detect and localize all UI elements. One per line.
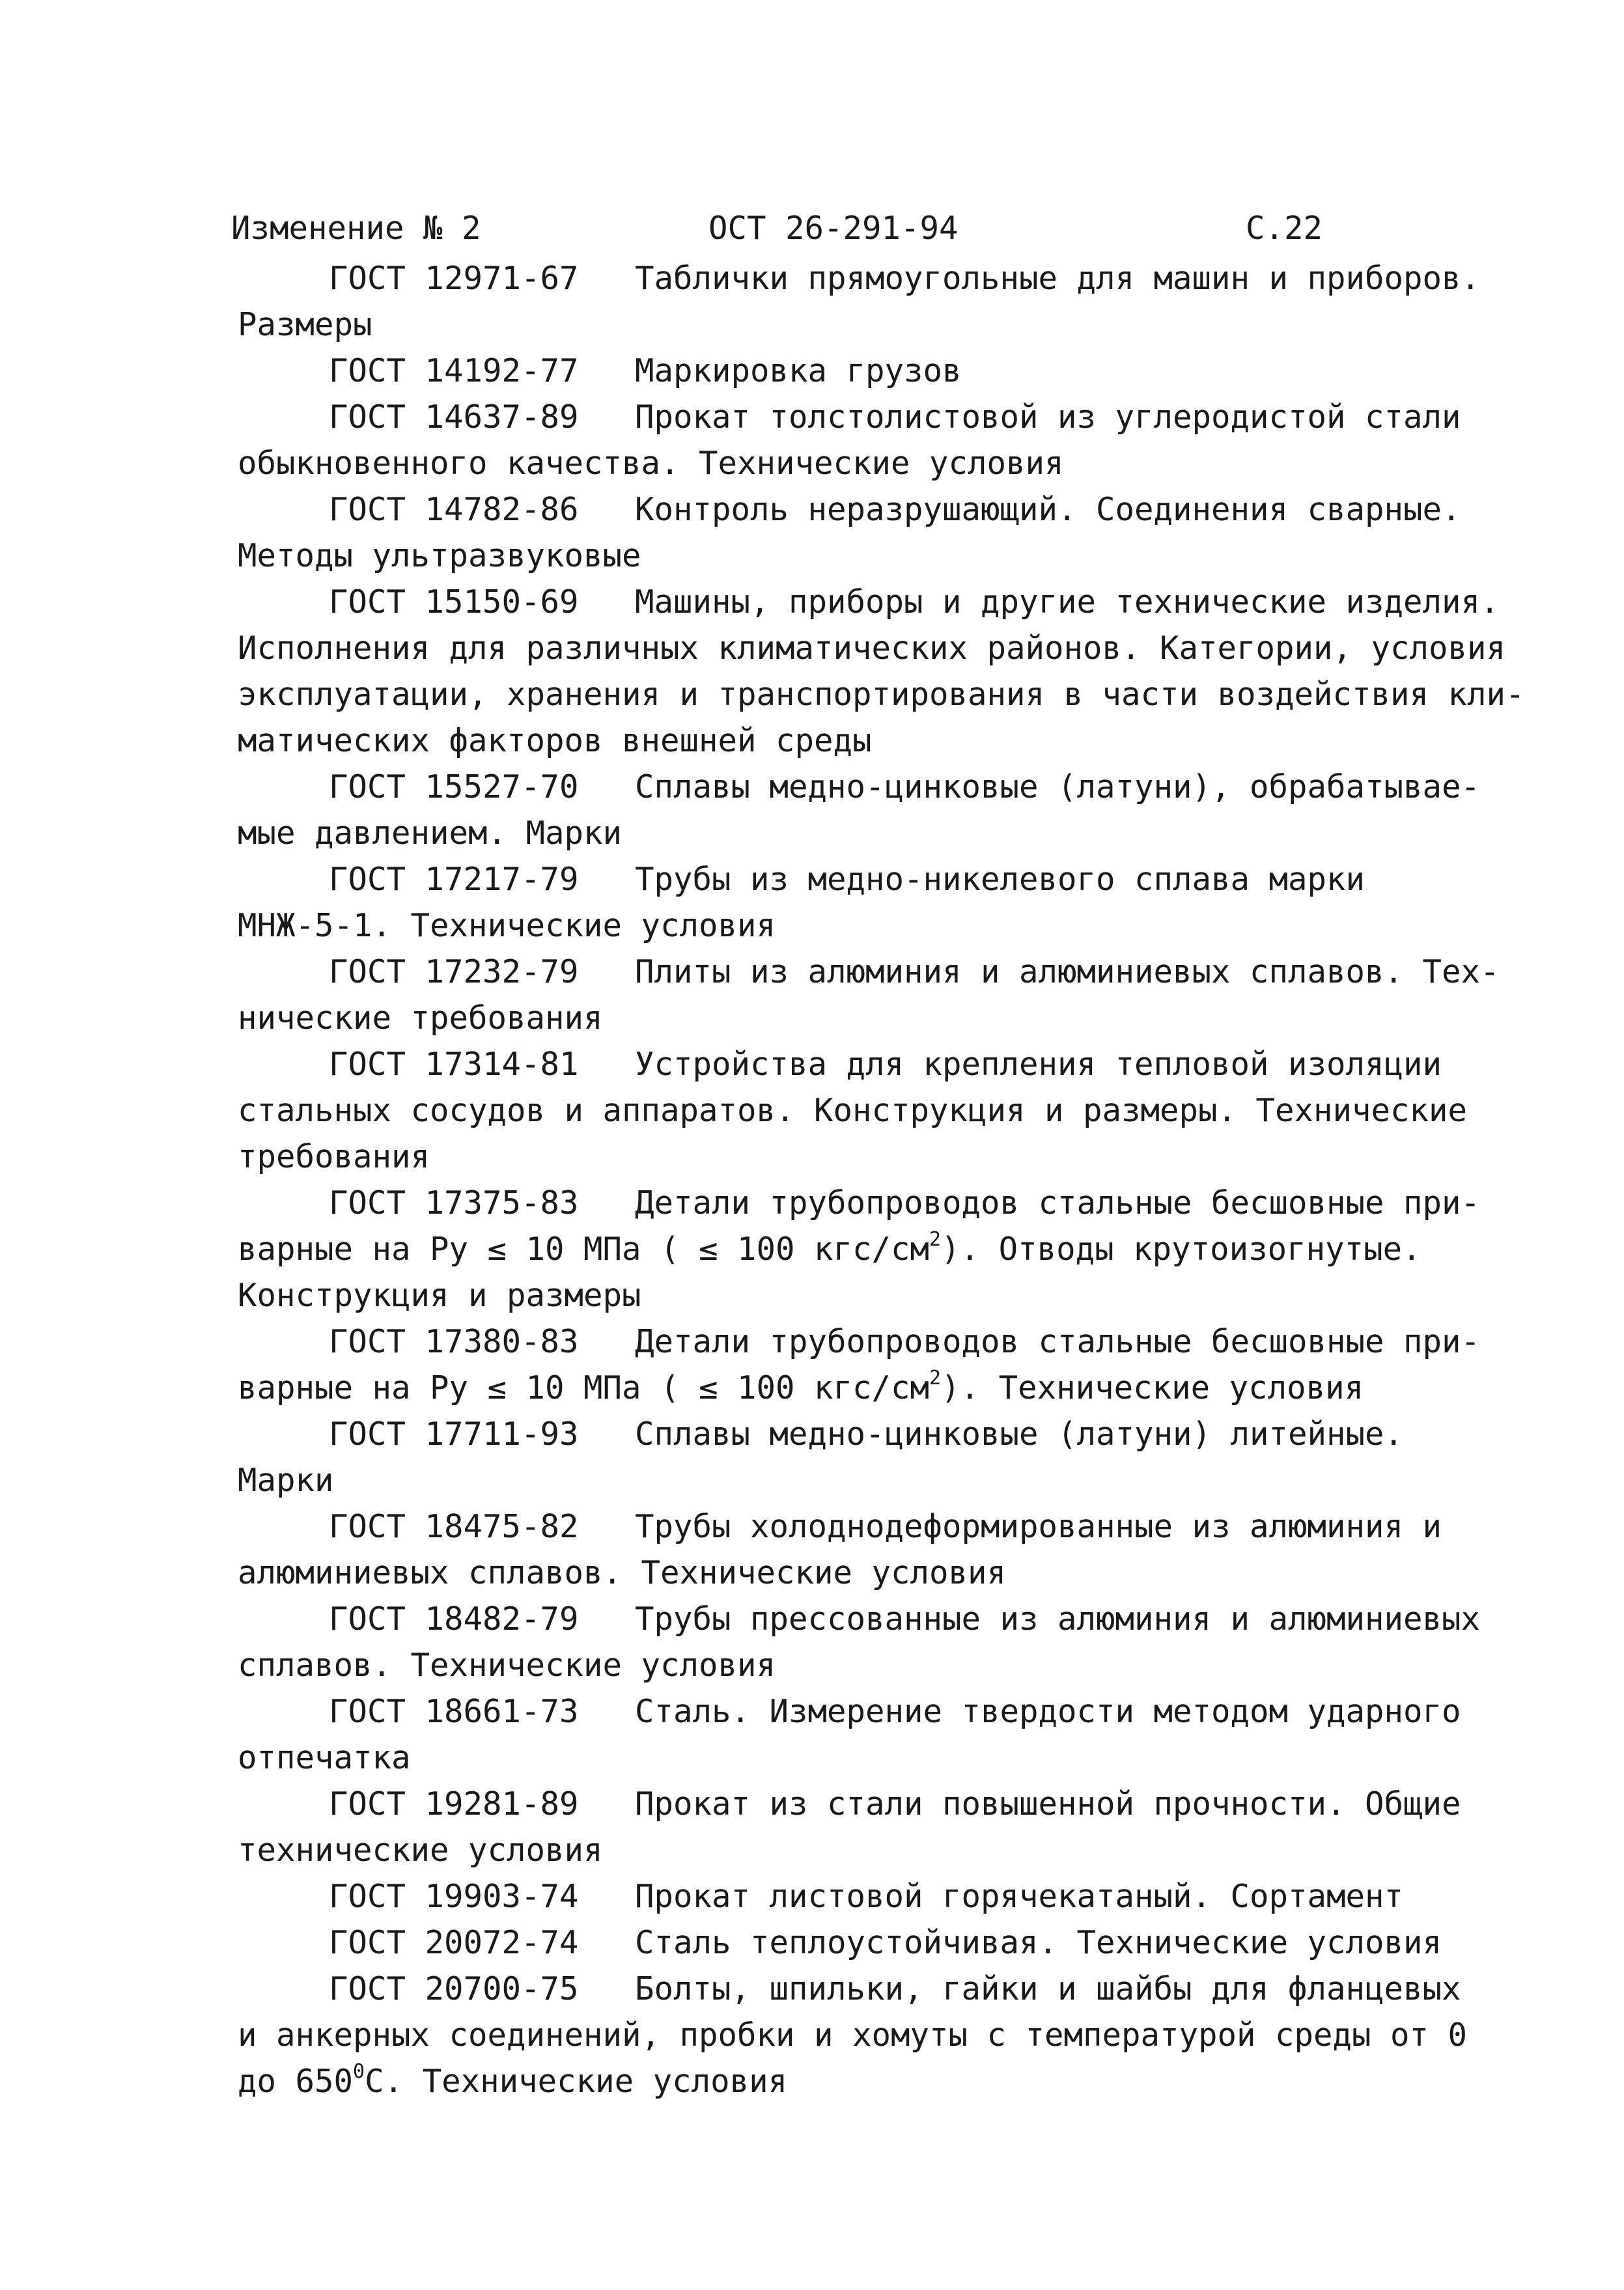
entry-first-line bbox=[0, 1596, 1624, 1642]
standard-code: ГОСТ 19903-74 bbox=[329, 1878, 579, 1915]
standard-code: ГОСТ 15150-69 bbox=[329, 583, 579, 621]
document-designation: ОСТ 26-291-94 bbox=[708, 210, 959, 247]
standard-code: ГОСТ 20072-74 bbox=[329, 1924, 579, 1961]
standard-title: Сплавы медно-цинковые (латуни) литейные. bbox=[635, 1416, 1404, 1453]
standard-title: Сталь теплоустойчивая. Технические условия bbox=[635, 1924, 1442, 1961]
standard-code: ГОСТ 17380-83 bbox=[329, 1323, 579, 1360]
entry-continuation-line bbox=[0, 1226, 1624, 1272]
standard-title: Устройства для крепления тепловой изоляции bbox=[635, 1046, 1442, 1083]
continuation-text: МНЖ-5-1. Технические условия bbox=[238, 907, 776, 944]
superscript: 2 bbox=[929, 1367, 942, 1389]
standard-code: ГОСТ 15527-70 bbox=[329, 768, 579, 805]
standard-title: Детали трубопроводов стальные бесшовные при- bbox=[635, 1323, 1481, 1360]
entry-continuation-line bbox=[0, 1550, 1624, 1596]
entry-first-line bbox=[0, 1041, 1624, 1087]
standard-title: Сталь. Измерение твердости методом ударного bbox=[635, 1693, 1461, 1730]
standard-code: ГОСТ 19281-89 bbox=[329, 1785, 579, 1822]
continuation-text: до $650^0С$. Технические условия bbox=[238, 2060, 788, 2100]
standard-code: ГОСТ 18482-79 bbox=[329, 1600, 579, 1638]
standard-title: Плиты из алюминия и алюминиевых сплавов. Тех- bbox=[635, 953, 1500, 990]
entry-continuation-line bbox=[0, 1642, 1624, 1688]
standard-title: Трубы из медно-никелевого сплава марки bbox=[635, 861, 1365, 898]
continuation-text: алюминиевых сплавов. Технические условия bbox=[238, 1554, 1007, 1591]
entry-continuation-line bbox=[0, 1827, 1624, 1873]
continuation-text: матических факторов внешней среды bbox=[238, 722, 872, 759]
continuation-text: варные на Ру ≤ 10 МПа ( ≤ 100 кгс/$см^2$). Технические условия bbox=[238, 1367, 1364, 1406]
entry-continuation-line bbox=[0, 902, 1624, 949]
entry-first-line bbox=[0, 1688, 1624, 1735]
entry-first-line bbox=[0, 1920, 1624, 1966]
entry-continuation-line bbox=[0, 1735, 1624, 1781]
standard-code: ГОСТ 12971-67 bbox=[329, 260, 579, 297]
entry-first-line bbox=[0, 856, 1624, 902]
standard-title: Трубы холоднодеформированные из алюминия и bbox=[635, 1508, 1442, 1545]
entry-first-line bbox=[0, 1411, 1624, 1457]
entry-first-line bbox=[0, 1503, 1624, 1550]
standard-title: Детали трубопроводов стальные бесшовные при- bbox=[635, 1184, 1481, 1222]
continuation-text: варные на Ру ≤ 10 МПа ( ≤ 100 кгс/$см^2$). Отводы крутоизогнутые. bbox=[238, 1228, 1421, 1268]
entry-first-line bbox=[0, 1966, 1624, 2012]
entry-continuation-line bbox=[0, 2058, 1624, 2104]
entry-first-line bbox=[0, 579, 1624, 625]
standard-title: Прокат листовой горячекатаный. Сортамент bbox=[635, 1878, 1404, 1915]
continuation-text: Марки bbox=[238, 1462, 334, 1499]
entry-continuation-line bbox=[0, 718, 1624, 764]
standard-title: Прокат из стали повышенной прочности. Общие bbox=[635, 1785, 1461, 1822]
continuation-text: Методы ультразвуковые bbox=[238, 537, 641, 574]
continuation-text: стальных сосудов и аппаратов. Конструкция и размеры. Технические bbox=[238, 1092, 1468, 1129]
entry-continuation-line bbox=[0, 810, 1624, 856]
entry-continuation-line bbox=[0, 671, 1624, 718]
entry-first-line bbox=[0, 255, 1624, 301]
standard-title: Трубы прессованные из алюминия и алюминиевых bbox=[635, 1600, 1481, 1638]
continuation-text: и анкерных соединений, пробки и хомуты с температурой среды от 0 bbox=[238, 2017, 1468, 2054]
entry-continuation-line bbox=[0, 301, 1624, 348]
change-number: Изменение № 2 bbox=[231, 210, 481, 247]
standard-code: ГОСТ 18661-73 bbox=[329, 1693, 579, 1730]
entry-first-line bbox=[0, 394, 1624, 440]
standard-title: Машины, приборы и другие технические изделия. bbox=[635, 583, 1500, 621]
entry-first-line bbox=[0, 1180, 1624, 1226]
entry-continuation-line bbox=[0, 1365, 1624, 1411]
standard-title: Сплавы медно-цинковые (латуни), обрабатывае- bbox=[635, 768, 1481, 805]
continuation-text: сплавов. Технические условия bbox=[238, 1647, 776, 1684]
page-number: С.22 bbox=[1246, 210, 1323, 247]
standard-title: Болты, шпильки, гайки и шайбы для фланцевых bbox=[635, 1970, 1461, 2007]
entry-continuation-line bbox=[0, 2012, 1624, 2058]
continuation-text: мые давлением. Марки bbox=[238, 815, 623, 852]
continuation-text: обыкновенного качества. Технические условия bbox=[238, 445, 1064, 482]
page-header bbox=[0, 205, 1624, 251]
continuation-text: отпечатка bbox=[238, 1739, 411, 1776]
entry-continuation-line bbox=[0, 1457, 1624, 1503]
standard-code: ГОСТ 14637-89 bbox=[329, 398, 579, 436]
standards-list bbox=[0, 255, 1624, 2104]
entry-continuation-line bbox=[0, 1272, 1624, 1319]
entry-continuation-line bbox=[0, 440, 1624, 486]
entry-continuation-line bbox=[0, 1087, 1624, 1134]
entry-continuation-line bbox=[0, 1134, 1624, 1180]
standard-code: ГОСТ 17217-79 bbox=[329, 861, 579, 898]
entry-first-line bbox=[0, 764, 1624, 810]
continuation-text: эксплуатации, хранения и транспортирования в части воздействия кли- bbox=[238, 676, 1525, 713]
continuation-text: технические условия bbox=[238, 1832, 603, 1869]
standard-code: ГОСТ 18475-82 bbox=[329, 1508, 579, 1545]
continuation-text: Конструкция и размеры bbox=[238, 1277, 641, 1314]
standard-code: ГОСТ 14192-77 bbox=[329, 352, 579, 389]
standard-code: ГОСТ 17314-81 bbox=[329, 1046, 579, 1083]
standard-code: ГОСТ 14782-86 bbox=[329, 491, 579, 528]
entry-continuation-line bbox=[0, 995, 1624, 1041]
standard-title: Прокат толстолистовой из углеродистой стали bbox=[635, 398, 1461, 436]
entry-first-line bbox=[0, 486, 1624, 533]
entry-continuation-line bbox=[0, 625, 1624, 671]
standard-code: ГОСТ 17232-79 bbox=[329, 953, 579, 990]
standard-code: ГОСТ 20700-75 bbox=[329, 1970, 579, 2007]
continuation-text: нические требования bbox=[238, 999, 603, 1037]
entry-first-line bbox=[0, 949, 1624, 995]
standard-title: Маркировка грузов bbox=[635, 352, 962, 389]
entry-first-line bbox=[0, 348, 1624, 394]
continuation-text: требования bbox=[238, 1138, 430, 1175]
entry-first-line bbox=[0, 1319, 1624, 1365]
standard-code: ГОСТ 17375-83 bbox=[329, 1184, 579, 1222]
entry-continuation-line bbox=[0, 533, 1624, 579]
entry-first-line bbox=[0, 1873, 1624, 1920]
standard-code: ГОСТ 17711-93 bbox=[329, 1416, 579, 1453]
standard-title: Таблички прямоугольные для машин и приборов. bbox=[635, 260, 1481, 297]
entry-first-line bbox=[0, 1781, 1624, 1827]
standard-title: Контроль неразрушающий. Соединения сварные. bbox=[635, 491, 1461, 528]
superscript: 0 bbox=[353, 2060, 365, 2083]
continuation-text: Размеры bbox=[238, 306, 372, 343]
continuation-text: Исполнения для различных климатических районов. Категории, условия bbox=[238, 630, 1506, 667]
superscript: 2 bbox=[929, 1228, 942, 1251]
